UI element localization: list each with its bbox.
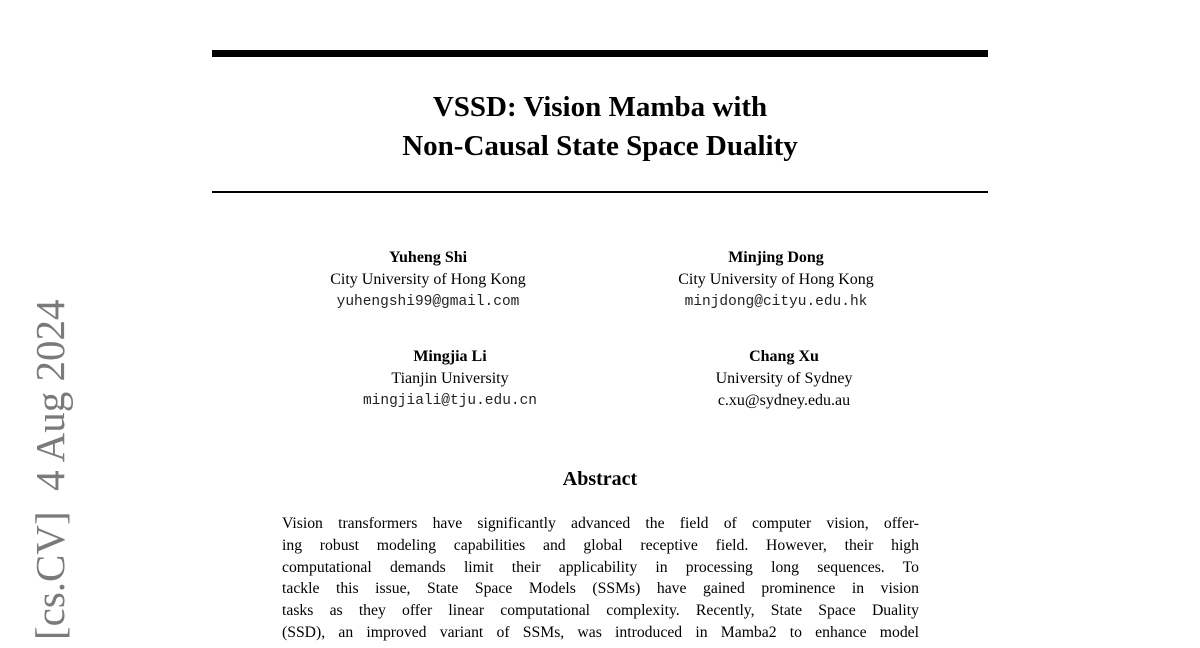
author-affiliation: Tianjin University <box>391 370 509 387</box>
arxiv-stamp <box>26 299 74 640</box>
abstract-line: tackle this issue, State Space Models (SSMs) have gained prominence in vision <box>282 580 919 598</box>
author-email[interactable]: yuhengshi99@gmail.com <box>336 294 520 310</box>
author-block <box>606 247 946 313</box>
title-line-1: VSSD: Vision Mamba with <box>432 91 768 123</box>
paper-title <box>212 88 988 166</box>
author-block <box>614 346 954 412</box>
title-rule <box>212 191 988 193</box>
arxiv-category: [cs.CV] <box>27 511 73 640</box>
top-rule <box>212 50 988 57</box>
author-email[interactable]: minjdong@cityu.edu.hk <box>684 294 868 310</box>
author-affiliation: City University of Hong Kong <box>330 271 526 288</box>
abstract-line: ing robust modeling capabilities and global receptive field. However, their high <box>282 536 919 554</box>
author-email[interactable]: c.xu@sydney.edu.au <box>717 392 851 409</box>
author-name: Mingjia Li <box>413 348 487 365</box>
abstract-body <box>282 513 919 644</box>
author-block <box>280 346 620 412</box>
arxiv-date: 4 Aug 2024 <box>27 299 73 491</box>
abstract-line: tasks as they offer linear computational complexity. Recently, State Space Duality <box>282 602 919 620</box>
author-email[interactable]: mingjiali@tju.edu.cn <box>362 393 538 409</box>
title-line-2: Non-Causal State Space Duality <box>402 130 798 162</box>
author-name: Chang Xu <box>749 348 819 365</box>
abstract-line: (SSD), an improved variant of SSMs, was introduced in Mamba2 to enhance model <box>282 623 919 641</box>
author-affiliation: City University of Hong Kong <box>678 271 874 288</box>
author-name: Minjing Dong <box>728 249 824 266</box>
author-name: Yuheng Shi <box>388 249 468 266</box>
abstract-heading: Abstract <box>562 468 638 490</box>
author-block <box>258 247 598 313</box>
abstract-line: computational demands limit their applicability in processing long sequences. To <box>282 558 919 576</box>
author-affiliation: University of Sydney <box>715 370 853 387</box>
abstract-line: Vision transformers have significantly advanced the field of computer vision, offer- <box>282 515 919 532</box>
